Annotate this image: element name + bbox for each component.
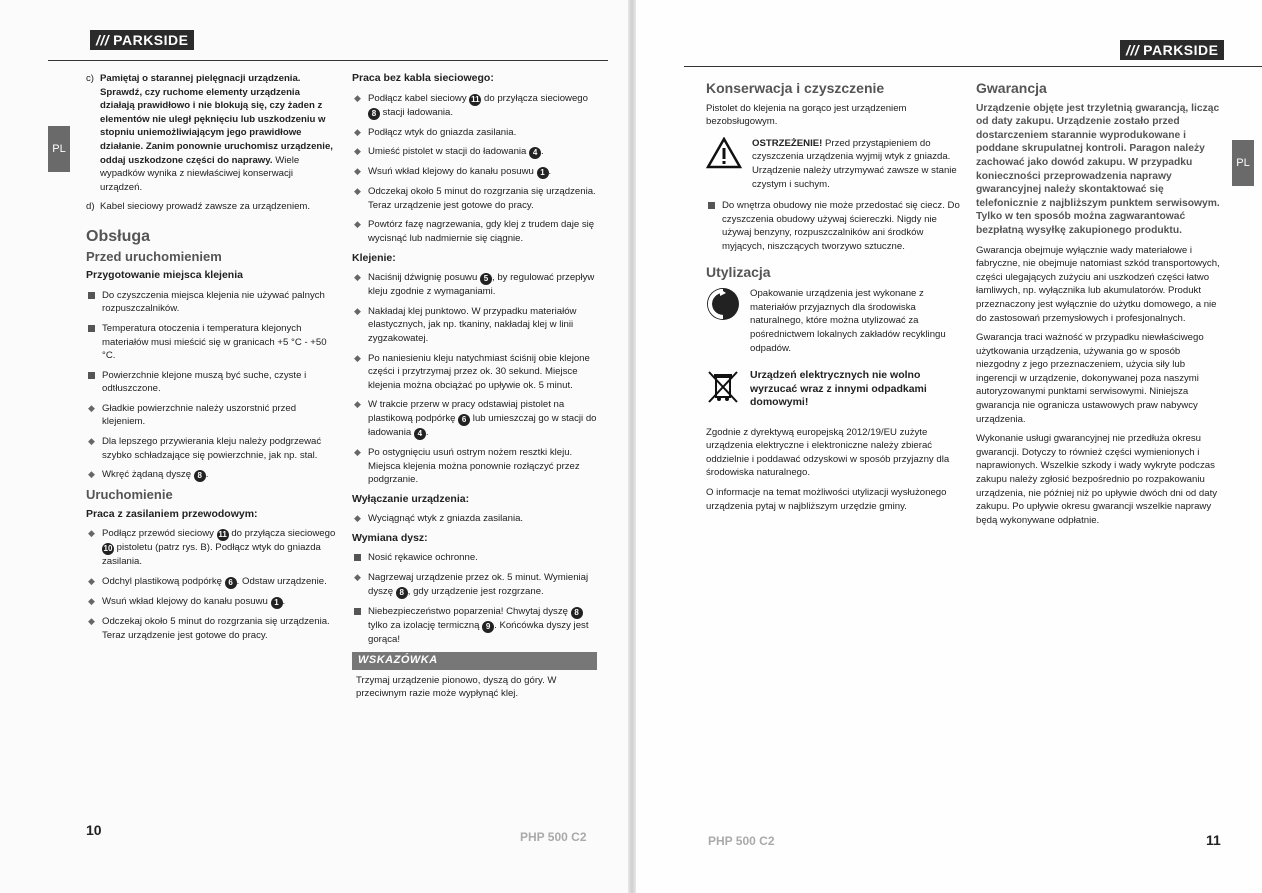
list-item-d: d) Kabel sieciowy prowadź zawsze za urządzeniem. [86,201,311,213]
square-bullet-icon [88,292,95,299]
note-body: Trzymaj urządzenie pionowo, dyszą do góry. W przeciwnym razie może wypłynąć klej. [356,674,557,700]
crossed-bin-icon [706,369,740,412]
bullet-icon: ◆ [354,399,361,410]
book-gutter [628,0,636,893]
bullet-icon: ◆ [354,146,361,157]
subsection-title: Praca bez kabla sieciowego: [352,72,494,84]
bullet-icon: ◆ [88,616,95,627]
header-rule [684,66,1262,67]
square-bullet-icon [708,202,715,209]
list-item: ◆ Wkręć żądaną dyszę 8 . [88,469,209,481]
part-number-icon: 11 [218,530,227,540]
directive-text: Zgodnie z dyrektywą europejską 2012/19/EU zużyte urządzenia elektryczne i elektroniczne należy zbierać oddzielnie i poddawać odzyskowi w sposób przyjazny dla środowiska naturalnego. [706,426,950,479]
part-number-icon: 10 [103,544,113,554]
list-item: ◆ Dla lepszego przywierania kleju należy podgrzewać szybko schładzające się powierzchnie, jak np. stal. [88,436,322,461]
list-item: ◆ Podłącz kabel sieciowy 11 do przyłącza sieciowego 8 stacji ładowania. [354,92,588,118]
part-number-icon: 5 [480,273,492,285]
model-label: PHP 500 C2 [708,834,775,848]
language-tab: PL [1232,140,1254,186]
warning-block: OSTRZEŻENIE! Przed przystąpieniem do czyszczenia urządzenia wyjmij wtyk z gniazda. Urządzenie należy utrzymywać zawsze w stanie czystym i suchym. [706,137,962,191]
parkside-logo: /// PARKSIDE [90,30,194,50]
bullet-icon: ◆ [88,436,95,447]
bullet-icon: ◆ [354,126,361,137]
part-number-icon: 6 [225,577,237,589]
list-item: Powierzchnie klejone muszą być suche, czyste i odtłuszczone. [86,369,336,396]
middle-column [352,72,597,701]
section-title-uruchomienie: Uruchomienie [86,487,173,503]
section-title-obsluga: Obsługa [86,227,151,245]
warranty-text: Gwarancja obejmuje wyłącznie wady materiałowe i fabryczne, nie obejmuje natomiast szkód transportowych, części ulegających zużyciu ani uszkodzeń części łatwo łamliwych, np. wyłącznika lub akumulatorów. Produkt przeznaczony jest wyłącznie do użytku domowego, a nie do zastosowań przemysłowych i profesjonalnych. [976,244,1220,324]
part-number-icon: 1 [537,167,549,179]
subsection-title: Przygotowanie miejsca klejenia [86,269,243,282]
header-rule [48,60,608,61]
bullet-icon: ◆ [354,219,361,230]
info-text: O informacje na temat możliwości utylizacji wysłużonego urządzenia pytaj w najbliższym urzędzie gminy. [706,487,947,512]
bullet-icon: ◆ [88,402,95,413]
list-item: ◆ Umieść pistolet w stacji do ładowania 4 . [354,146,544,158]
subsection-title: Wymiana dysz: [352,531,428,544]
warranty-column [976,76,1226,533]
section-title-utylizacja: Utylizacja [706,263,771,280]
list-item: ◆ Po ostygnięciu usuń ostrym nożem resztki kleju. Miejsca klejenia można ponownie rozłączyć przez podgrzanie. [354,446,580,486]
section-title-konserwacja: Konserwacja i czyszczenie [706,80,885,96]
list-item: ◆ Powtórz fazę nagrzewania, gdy klej z trudem daje się wycisnąć lub nadmiernie się ciągnie. [354,219,595,244]
list-item: ◆ Gładkie powierzchnie należy uszorstnić przed klejeniem. [88,402,297,428]
list-item: ◆ Nagrzewaj urządzenie przez ok. 5 minut. Wymieniaj dyszę 8 , gdy urządzenie jest rozgrzane. [354,572,589,597]
list-item: ◆ Nakładaj klej punktowo. W przypadku materiałów elastycznych, jak np. tkaniny, nakładaj klej w linii zygzakowatej. [354,305,577,344]
part-number-icon: 8 [396,587,408,599]
maintenance-column [706,76,962,519]
list-item: ◆ Naciśnij dźwignię posuwu 5 , by regulować przepływ kleju zgodnie z wymaganiami. [354,272,595,298]
bullet-icon: ◆ [88,469,95,480]
square-bullet-icon [354,554,361,561]
prep-list [86,289,336,463]
page-number: 11 [1206,832,1221,848]
bullet-icon: ◆ [354,272,361,283]
right-page [636,0,1262,893]
part-number-icon: 9 [482,621,494,633]
bullet-icon: ◆ [354,186,361,197]
note-header: WSKAZÓWKA [352,652,597,670]
language-tab: PL [48,126,70,172]
warning-icon [706,137,742,191]
green-dot-icon [706,287,740,355]
intro-text: Pistolet do klejenia na gorąco jest urządzeniem bezobsługowym. [706,102,907,128]
warranty-bold-text: Urządzenie objęte jest trzyletnią gwarancją, licząc od daty zakupu. Urządzenie zostało przed dostarczeniem starannie wyprodukowane i poddane skrupulatnej kontroli. Paragon należy zachować jako dowód zakupu. W przypadku konieczności przeprowadzenia naprawy gwarancyjnej należy skontaktować się telefonicznie z najbliższym punktem serwisowym. Tylko w ten sposób można zagwarantować bezpłatną wysyłkę zakupionego produktu. [976,102,1220,236]
list-item: ◆ Podłącz wtyk do gniazda zasilania. [354,126,517,138]
warranty-text: Wykonanie usługi gwarancyjnej nie przedłuża okresu gwarancji. Dotyczy to również części wymienionych i naprawionych. Wszelkie szkody i wady wykryte podczas zakupu należy zgłosić bezpośrednio po rozpakowaniu urządzenia, nie później niż po upływie dwóch dni od daty zakupu. Po upływie okresu gwarancji wszelkie naprawy będą wykonywane odpłatnie. [976,433,1218,526]
list-item: ◆ Odczekaj około 5 minut do rozgrzania się urządzenia. Teraz urządzenie jest gotowe do pracy. [88,616,330,641]
square-bullet-icon [88,325,95,332]
subsection-title: Klejenie: [352,251,396,264]
part-number-icon: 6 [458,414,470,426]
list-item: ◆ Odchyl plastikową podpórkę 6 . Odstaw urządzenie. [88,576,327,588]
bullet-icon: ◆ [88,528,95,539]
part-number-icon: 4 [529,147,541,159]
page-number: 10 [86,822,102,838]
bullet-icon: ◆ [88,576,95,587]
recycling-block: Opakowanie urządzenia jest wykonane z materiałów przyjaznych dla środowiska naturalnego, które można utylizować za pośrednictwem lokalnych zakładów recyklingu odpadów. [706,287,962,355]
model-label: PHP 500 C2 [520,830,587,844]
warranty-text: Gwarancja traci ważność w przypadku niewłaściwego użytkowania urządzenia, używania go w sposób niezgodny z jego przeznaczeniem, użycia siły lub ingerencji w urządzenie, dokonywanej poza naszymi autoryzowanymi punktami serwisowymi. Niniejsza gwarancja nie ogranicza ustawowych praw nabywcy urządzenia. [976,332,1204,425]
bullet-icon: ◆ [354,166,361,177]
list-item: Nosić rękawice ochronne. [352,551,597,565]
list-item: Do czyszczenia miejsca klejenia nie używać palnych rozpuszczalników. [86,289,336,316]
bullet-icon: ◆ [88,596,95,607]
section-title-gwarancja: Gwarancja [976,80,1047,96]
bullet-icon: ◆ [354,92,361,103]
part-number-icon: 1 [271,597,283,609]
square-bullet-icon [88,372,95,379]
part-number-icon: 8 [571,607,583,619]
list-item: Temperatura otoczenia i temperatura klejonych materiałów musi mieścić się w granicach +5 °C - +50 °C. [86,322,336,363]
part-number-icon: 11 [471,94,480,104]
left-page [0,0,628,893]
left-column [86,72,336,648]
list-item-c: c) Pamiętaj o starannej pielęgnacji urządzenia. Sprawdź, czy ruchome elementy urządzenia działają prawidłowo i nie blokują się, czy żaden z elementów nie uległ pęknięciu lub uszkodzeniu w stopniu uniemożliwiającym jego prawidłowe działanie. Zanim ponownie uruchomisz urządzenie, oddaj uszkodzone części do naprawy. Wiele wypadków wynika z niewłaściwej konserwacji urządzeń. [86,73,333,193]
parkside-logo: /// PARKSIDE [1120,40,1224,60]
bullet-icon: ◆ [354,352,361,363]
subsection-title: Wyłączanie urządzenia: [352,492,470,505]
list-item: ◆ Wyciągnąć wtyk z gniazda zasilania. [354,513,524,525]
list-item: ◆ Podłącz przewód sieciowy 11 do przyłącza sieciowego 10 pistoletu (patrz rys. B). Podłącz wtyk do gniazda zasilania. [88,528,336,568]
part-number-icon: 8 [368,108,380,120]
bullet-icon: ◆ [354,572,361,583]
list-item: ◆ Odczekaj około 5 minut do rozgrzania się urządzenia. Teraz urządzenie jest gotowe do pracy. [354,186,596,211]
list-item: ◆ W trakcie przerw w pracy odstawiaj pistolet na plastikową podpórkę 6 lub umieszczaj go w stacji do ładowania 4 . [354,399,597,438]
weee-block: Urządzeń elektrycznych nie wolno wyrzucać wraz z innymi odpadkami domowymi! [706,369,962,412]
list-item: ◆ Wsuń wkład klejowy do kanału posuwu 1 . [354,166,552,178]
part-number-icon: 8 [194,470,206,482]
subsection-title: Praca z zasilaniem przewodowym: [86,507,258,520]
subsection-title: Przed uruchomieniem [86,248,222,264]
list-item: ◆ Po naniesieniu kleju natychmiast ściśnij obie klejone części i przytrzymaj przez ok. 30 sekund. Miejsce klejenia można obciążać po upływie ok. 5 minut. [354,352,590,391]
list-item: Niebezpieczeństwo poparzenia! Chwytaj dyszę 8 tylko za izolację termiczną 9 . Końcówka dyszy jest gorąca! [352,605,597,647]
part-number-icon: 4 [414,428,426,440]
bullet-icon: ◆ [354,513,361,524]
bullet-icon: ◆ [354,305,361,316]
bullet-icon: ◆ [354,446,361,457]
list-item: ◆ Wsuń wkład klejowy do kanału posuwu 1 . [88,596,286,608]
list-item: Do wnętrza obudowy nie może przedostać się ciecz. Do czyszczenia obudowy używaj ściereczki. Nigdy nie używaj benzyny, rozpuszczalników ani środków myjących, niszczących tworzywo sztuczne. [706,199,962,253]
square-bullet-icon [354,608,361,615]
